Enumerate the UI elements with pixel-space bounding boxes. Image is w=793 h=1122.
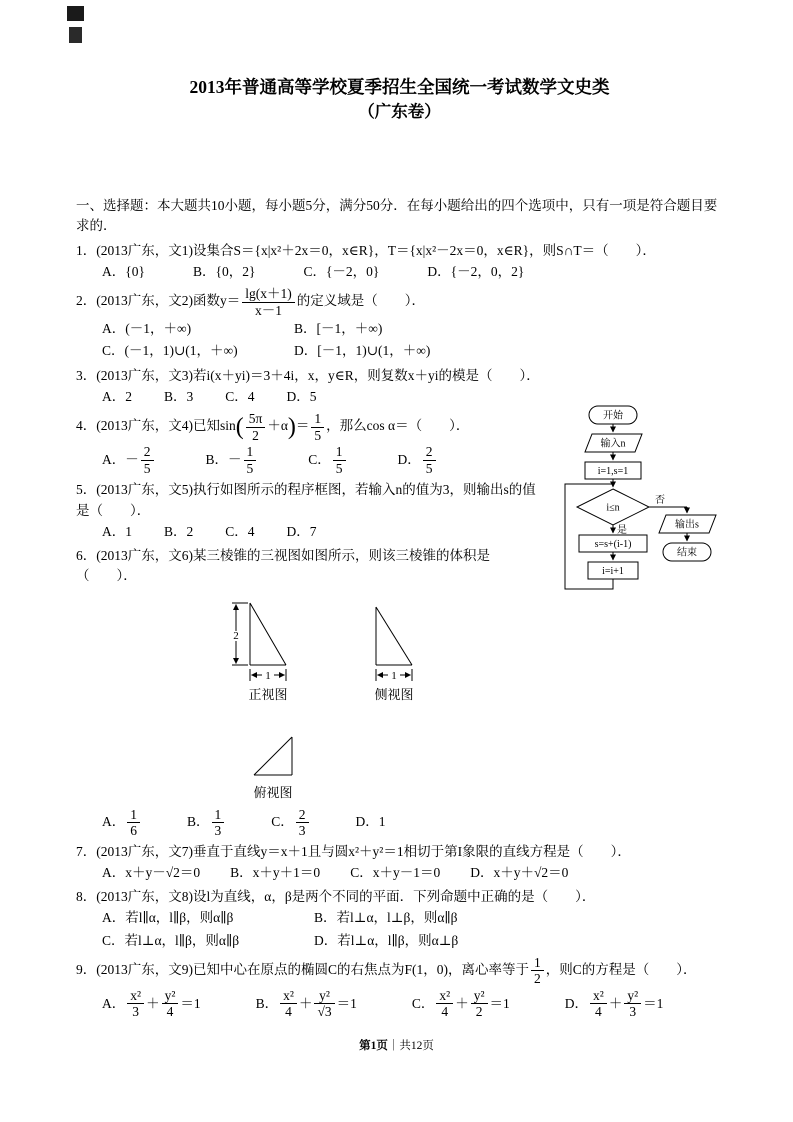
question-6-option-a: A． $\frac{1}{6}$ [102, 807, 142, 839]
question-8-option-b: B．若l⊥α，l⊥β，则α∥β [314, 910, 458, 926]
fraction [246, 411, 266, 443]
question-6-options [76, 807, 723, 839]
stem-text: 4．(2013广东，文4)已知sin [76, 418, 236, 434]
option-label: A． [102, 452, 126, 468]
question-9-option-b: B． $\frac{\text{x²}}{4}$ ＋ $\frac{\text{y²}}{√3}$ ＝1 [255, 987, 357, 1020]
question-1-option-d: D．{－2，0，2} [427, 263, 525, 279]
stem-text: ，则C的方程是（ ）． [545, 961, 697, 977]
flowchart-output-label: 输出s [675, 519, 699, 531]
doc-subtitle: （广东卷） [358, 101, 441, 121]
question-9 [76, 955, 723, 1020]
top-view-row [246, 713, 723, 805]
option-label: A． [102, 814, 126, 830]
question-8-options [76, 908, 723, 951]
question-1-option-b: B．{0，2} [192, 263, 256, 279]
flowchart-end-label: 结束 [677, 547, 697, 559]
flowchart-no-label: 否 [655, 495, 665, 507]
option-label: B． [255, 995, 279, 1011]
flowchart-svg [559, 403, 729, 618]
question-2-options [76, 319, 723, 362]
side-width-label: 1 [391, 669, 397, 682]
question-7-option-a: A．x＋y－√2＝0 [102, 864, 201, 880]
stem-text: 9．(2013广东，文9)已知中心在原点的椭圆C的右焦点为F(1，0)，离心率等于 [76, 961, 529, 977]
footer-page-total: 共12页 [399, 1040, 434, 1052]
flowchart [559, 403, 729, 618]
page-footer [0, 1038, 793, 1055]
question-1-stem: 1．(2013广东，文1)设集合S＝{x|x²＋2x＝0，x∈R}，T＝{x|x²－2x＝0，x∈R}，则S∩T＝（ ）． [76, 242, 656, 258]
footer-page-number: 第1页 [359, 1040, 388, 1052]
left-paren: ( [235, 414, 244, 441]
right-paren: ) [287, 414, 296, 441]
question-6-option-c: C． $\frac{2}{3}$ [271, 807, 310, 839]
question-9-option-a: A． $\frac{\text{x²}}{3}$ ＋ $\frac{\text{y²}}{4}$ ＝1 [102, 987, 201, 1020]
question-7-stem: 7．(2013广东，文7)垂直于直线y＝x＋1且与圆x²＋y²＝1相切于第I象限的直线方程是（ ）． [76, 843, 631, 859]
question-3-option-c: C．4 [225, 388, 255, 404]
flowchart-init-label: i=1,s=1 [597, 466, 629, 478]
side-view-caption: 侧视图 [374, 686, 414, 702]
question-5-stem: 5．(2013广东，文5)执行如图所示的程序框图，若输入n的值为3，则输出s的值是（ ）． [76, 482, 536, 518]
question-3-stem: 3．(2013广东，文3)若i(x＋yi)＝3＋4i，x，y∈R，则复数x＋yi的模是（ ）． [76, 367, 540, 383]
question-2-option-a: A．(－1，＋∞) [102, 321, 192, 337]
fraction-denominator: x－1 [255, 302, 282, 318]
stem-text: ，那么cos α＝（ ）． [326, 418, 470, 434]
question-3-option-a: A．2 [102, 388, 132, 404]
question-7-option-d: D．x＋y＋√2＝0 [470, 864, 569, 880]
questions-4-to-6 [76, 411, 723, 586]
question-4-stem [76, 411, 548, 443]
flowchart-sum-label: s=s+(i-1) [594, 539, 632, 551]
question-6-option-b: B． $\frac{1}{3}$ [187, 807, 226, 839]
minus-sign: － [228, 452, 242, 468]
question-5-option-b: B．2 [164, 523, 194, 539]
question-7-options [76, 863, 723, 883]
question-5-option-c: C．4 [225, 523, 255, 539]
question-8 [76, 887, 723, 951]
question-1-option-a: A．{0} [102, 263, 145, 279]
section-heading: 一、选择题：本大题共10小题，每小题5分，满分50分．在每小题给出的四个选项中，只有一项是符合题目要求的． [76, 198, 718, 234]
fraction-denominator: 5 [314, 427, 322, 443]
question-1-option-c: C．{－2，0} [303, 263, 380, 279]
question-9-option-d: D． $\frac{\text{x²}}{4}$ ＋ $\frac{\text{y²}}{3}$ ＝1 [564, 987, 664, 1020]
front-view-diagram [224, 595, 324, 707]
question-1 [76, 241, 723, 283]
question-3-option-b: B．3 [164, 388, 194, 404]
option-label: C． [411, 995, 435, 1011]
top-view-diagram [246, 713, 326, 805]
question-6-stem: 6．(2013广东，文6)某三棱锥的三视图如图所示，则该三棱锥的体积是（ ）． [76, 548, 490, 584]
question-4-option-a: A． － $\frac{2}{5}$ [102, 444, 156, 476]
question-2-option-d: D．[－1，1)∪(1，＋∞) [294, 343, 431, 359]
question-4-option-d: D． $\frac{2}{5}$ [398, 444, 438, 476]
flowchart-inc-label: i=i+1 [602, 566, 624, 578]
fraction-denominator: 2 [252, 427, 259, 443]
fraction: $\frac{1}{2}$ [531, 955, 544, 987]
question-5-option-d: D．7 [286, 523, 317, 539]
question-3-option-d: D．5 [286, 388, 317, 404]
option-label: B． [187, 814, 210, 830]
question-2 [76, 286, 723, 362]
question-4-option-c: C． $\frac{1}{5}$ [308, 444, 347, 476]
stem-text: ＋α [267, 418, 288, 434]
fraction-numerator: 1 [311, 411, 324, 428]
question-7-option-b: B．x＋y＋1＝0 [230, 864, 321, 880]
question-6-option-d: D．1 [355, 814, 386, 830]
stem-text: 2．(2013广东，文2)函数y＝ [76, 293, 241, 309]
question-2-stem [76, 286, 723, 318]
three-views [224, 595, 723, 805]
fraction [311, 411, 324, 443]
scan-artifact [66, 5, 90, 47]
question-5-option-a: A．1 [102, 523, 132, 539]
minus-sign: － [125, 452, 139, 468]
stem-text: ＝ [295, 418, 310, 434]
side-view-diagram [366, 595, 446, 707]
question-8-option-a: A．若l∥α，l∥β，则α∥β [102, 910, 234, 926]
option-label: C． [308, 452, 331, 468]
question-3 [76, 366, 723, 408]
question-8-option-c: C．若l⊥α，l∥β，则α∥β [102, 932, 240, 948]
flowchart-yes-label: 是 [617, 525, 627, 537]
question-7-option-c: C．x＋y－1＝0 [350, 864, 441, 880]
question-7 [76, 842, 723, 884]
question-8-stem: 8．(2013广东，文8)设l为直线，α，β是两个不同的平面．下列命题中正确的是（ ）． [76, 889, 596, 905]
footer-separator: ｜ [387, 1040, 400, 1052]
question-9-options [76, 988, 723, 1020]
doc-title: 2013年普通高等学校夏季招生全国统一考试数学文史类 [189, 77, 610, 97]
front-width-label: 1 [265, 669, 271, 682]
question-9-option-c: C． $\frac{\text{x²}}{4}$ ＋ $\frac{\text{y²}}{2}$ ＝1 [411, 987, 510, 1020]
question-2-option-b: B．[－1，＋∞) [294, 321, 383, 337]
option-label: A． [102, 995, 126, 1011]
question-8-option-d: D．若l⊥α，l∥β，则α⊥β [314, 932, 459, 948]
fraction-numerator: lg(x＋1) [242, 286, 295, 303]
flowchart-start-label: 开始 [603, 410, 623, 422]
question-9-stem [76, 955, 723, 987]
stem-text: 的定义域是（ ）． [296, 293, 425, 309]
front-view-caption: 正视图 [248, 686, 288, 702]
fraction [242, 286, 295, 318]
fraction-numerator: 5π [246, 411, 266, 428]
option-label: D． [564, 995, 589, 1011]
flowchart-input-label: 输入n [600, 438, 626, 450]
top-view-caption: 俯视图 [253, 784, 293, 800]
front-height-label: 2 [233, 629, 239, 642]
option-label: D． [397, 452, 421, 468]
question-2-option-c: C．(－1，1)∪(1，＋∞) [102, 343, 238, 359]
question-1-options [76, 262, 723, 282]
question-4-option-b: B． － $\frac{1}{5}$ [206, 444, 259, 476]
option-label: C． [271, 814, 294, 830]
option-label: B． [205, 452, 229, 468]
flowchart-cond-label: i≤n [606, 502, 620, 514]
